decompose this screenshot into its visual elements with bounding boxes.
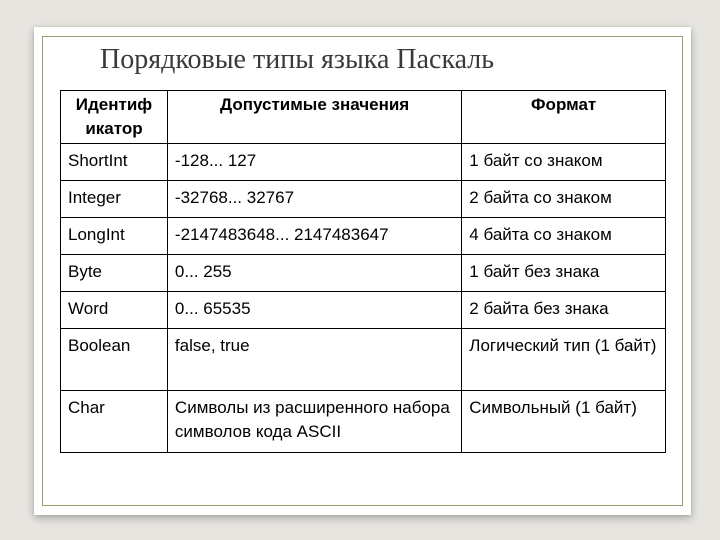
cell-identifier: ShortInt (61, 144, 168, 181)
column-header-identifier: Идентиф икатор (61, 91, 168, 144)
cell-identifier: Byte (61, 255, 168, 292)
cell-format: 1 байт без знака (462, 255, 666, 292)
cell-values: Символы из расширенного набора символов кода ASCII (167, 391, 461, 453)
cell-values: 0... 255 (167, 255, 461, 292)
table-row (61, 181, 666, 218)
table-header-row (61, 91, 666, 144)
cell-format: Логический тип (1 байт) (462, 329, 666, 391)
column-header-format: Формат (462, 91, 666, 144)
cell-format: 2 байта без знака (462, 292, 666, 329)
table-row (61, 144, 666, 181)
cell-values: -128... 127 (167, 144, 461, 181)
slide-title: Порядковые типы языка Паскаль (100, 44, 495, 75)
cell-values: 0... 65535 (167, 292, 461, 329)
column-header-values: Допустимые значения (167, 91, 461, 144)
cell-format: Символьный (1 байт) (462, 391, 666, 453)
cell-identifier: LongInt (61, 218, 168, 255)
cell-format: 2 байта со знаком (462, 181, 666, 218)
cell-identifier: Char (61, 391, 168, 453)
table-row (61, 218, 666, 255)
cell-format: 4 байта со знаком (462, 218, 666, 255)
cell-identifier: Integer (61, 181, 168, 218)
cell-format: 1 байт со знаком (462, 144, 666, 181)
table-row (61, 255, 666, 292)
cell-values: false, true (167, 329, 461, 391)
table-row (61, 292, 666, 329)
cell-identifier: Boolean (61, 329, 168, 391)
cell-values: -2147483648... 2147483647 (167, 218, 461, 255)
ordinal-types-table (60, 90, 666, 453)
cell-identifier: Word (61, 292, 168, 329)
table-row (61, 329, 666, 391)
table-row (61, 391, 666, 453)
cell-values: -32768... 32767 (167, 181, 461, 218)
